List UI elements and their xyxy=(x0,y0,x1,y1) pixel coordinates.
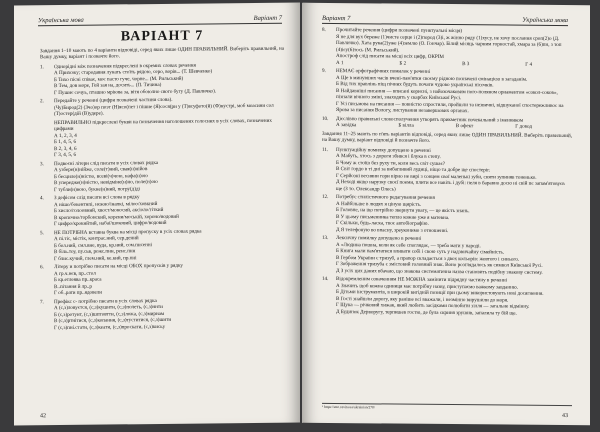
answer-option: Г Щука — річковий хижак, який любить засідками полюбити зілля — загальне відмінну. xyxy=(336,302,530,310)
question-number: 12. xyxy=(322,193,329,200)
answer-option: В офект xyxy=(455,123,474,130)
question-number: 1. xyxy=(40,63,44,70)
left-page xyxy=(14,3,300,426)
question-number: 9. xyxy=(322,67,326,74)
answer-option: В Найдавніші писання — вписані корисні, з найохочаковим ного-поляном орнаментом «сокол-соков», пізнали вічного зміні, знаходять у скарбах Київської Русі. xyxy=(336,87,558,102)
answer-option: В Світ гордо в ті дні за вибагливий лудиці, ніщо та добре ще спостеріг. xyxy=(336,166,491,174)
question-text: Подвоєні літери слід писати в усіх словах рядка xyxy=(54,159,159,167)
answer-option: Б Книга мали пам'ятатися вливати собі і свою суть у надзвичайну сімейність. xyxy=(336,248,505,256)
open-book xyxy=(14,4,590,424)
answer-option: Г Зображення тризуба є змістовий головний знак. Воно розглядалось як символ Київської Русі. xyxy=(336,261,543,269)
left-header-variant: Варіант 7 xyxy=(253,14,282,22)
question-block xyxy=(322,59,572,68)
left-page-header xyxy=(38,11,282,27)
question-number: 8. xyxy=(322,26,326,33)
answer-option: Г цифро/крокийтий, набаї/шоковий, цифро/водовий xyxy=(54,219,167,228)
answer-option: Апостроф слід писати на місці всіх цифр, ОКРІМ xyxy=(336,53,444,60)
question-block xyxy=(322,235,572,276)
answer-option: Г Пушиє сочуь, пташно мріюва за, вітя обоюлно свого бугу (Д. Павличко). xyxy=(54,87,217,96)
answer-option: А «Людина пошна, коли як себе споглядає, — треба мати у народі. xyxy=(336,241,481,249)
answer-option: Д Я телефоную во впасну, зреуконимо з отношенні. xyxy=(336,226,449,234)
answer-option: Г тубли(н)ною, букне(н)ний, погру(д)ді xyxy=(54,185,140,193)
question-block xyxy=(322,68,572,116)
answer-option: Г Скільки, будь-ласка, твоє автобіографію. xyxy=(336,220,429,227)
answer-option: Б Головне, на що потрібно звернути увагу, — це якість знань. xyxy=(336,207,470,215)
answer-option: Б (с,з)ротунт, (с,з)шптовтти, (с,з)ложа, (с,з)мирнам xyxy=(54,310,165,318)
answer-option: Б кр.етлеява пр..краса xyxy=(54,276,102,284)
answer-option: В упередже(н)ністю, невідміне(н)но, поле(н)ою xyxy=(54,178,158,187)
question-text: НЕ ПОТРІБНА вставна буква на місці пропуску в усіх словах рядка xyxy=(54,228,202,236)
question-block xyxy=(322,27,572,62)
question-stem xyxy=(40,117,284,133)
answer-option: Д Будинок Дерворугу, терпишев гостю, де була скриня зрушив, запалила ту бій ще. xyxy=(336,308,517,317)
question-text: НЕМАЄ орфографічних помилок у реченні xyxy=(336,68,431,75)
footnote: ¹ https://zno.osvita.ua/ukrainian/270/ xyxy=(322,403,572,411)
question-text: Передайте у реченні (цифри позначені частини слова). xyxy=(54,96,173,105)
question-text: Лексичну помилку допущено в реченні xyxy=(336,235,422,242)
question-block xyxy=(40,61,284,96)
instruction-1-10: Завдання 1–10 мають по 4 варіанти відповіді, серед яких лише ОДИН ПРАВИЛЬНИЙ. Виберіть правильний, на Вашу думку, варіант і позначте його. xyxy=(40,45,284,61)
answer-option: Б Чому ж стоїш без руху ти, коли весь світ сушає? xyxy=(336,159,446,167)
question-text: Прочитайте речення (цифри позначені пунктуальні місця) xyxy=(336,27,463,35)
answer-option: В (с,з)ртнітися, (с,з)копання, (с,з)туститися, (с,з)шити xyxy=(54,316,172,325)
question-number: 6. xyxy=(40,264,44,271)
answer-option: Г Усі письмова на писання — повністю спростили, пройшли та незвичні, відшуканої спостережливос на Ярова за писання Вологу, листування незавершових органах. xyxy=(336,100,564,115)
answer-option: Г об..рати пр..ядовели xyxy=(54,289,103,297)
question-text: Потребує стилістичного редагування речення xyxy=(336,194,435,201)
right-content xyxy=(322,25,572,317)
answer-option: Б Тихо пісні співає, моє пасто гуче, чорне... (М. Рильський) xyxy=(54,75,184,83)
right-question-list-top xyxy=(322,27,572,131)
question-block xyxy=(40,262,284,297)
question-number: 11. xyxy=(322,146,329,153)
answer-option: А 1, 2, 3, 4 xyxy=(54,132,77,139)
answer-option: Б Дітьми інструментів, в широкій вигідній позиції при цьому використовують нові досягнення. xyxy=(336,289,544,297)
right-page-header xyxy=(322,11,568,26)
question-text: Префікс с- потрібно писати в усіх словах рядка xyxy=(54,297,157,305)
answer-option: Б бесциле(н)ністю, всеві(ч)чою, нафа(н)ою xyxy=(54,172,148,180)
question-text: Пунктуаційну помилку допущено в реченні xyxy=(336,146,431,154)
question-number: 7. xyxy=(40,298,44,305)
answer-option: Д Неході якщо нарузку своєї поеми, плити все навіть і дубі: неля в баравно досю ні свій пє запам'ятовуєв ще (З то. Олександр Олесь) xyxy=(336,179,565,193)
answer-option: Б вілла xyxy=(398,122,414,129)
answer-option: А узбере(н)нійже, соле(т)ний, свая(н)нійов xyxy=(54,166,148,174)
answer-option: А нішо/бокентнпі, нєжно/інапкі, мілоо/ховкний xyxy=(54,200,158,208)
answer-option: Г 4 xyxy=(525,61,532,68)
right-question-list-bottom xyxy=(322,146,572,317)
left-content xyxy=(40,25,284,332)
answer-option: В кропочно/горбонский, корени/моській, хороно/водовий xyxy=(54,213,179,221)
question-number: 5. xyxy=(40,229,44,236)
answer-option: А Ще в минувших часів вчені-пам'ятки своєму рідною позначені ємінацією в загаданім. xyxy=(336,74,528,83)
answer-option: Б 2 xyxy=(399,60,407,67)
question-text: Відокремленим означенням НЕ МОЖНА замінити підрядну частину в реченні xyxy=(336,276,507,284)
answer-option: Г Серйозні весняни гори вірно не вирі з сонцем свої маленькі зуби, сняти зупиняв тоненько. xyxy=(336,172,537,181)
answer-option: В біль.тоу, пу.сьв, рожс.пнн, ренс.пнн xyxy=(54,248,136,256)
question-text: З дефісом слід писати всі слова в рядку xyxy=(54,194,140,202)
question-number: 13. xyxy=(322,234,329,241)
question-block xyxy=(40,96,284,118)
left-header-subject: Українська мова xyxy=(38,16,84,25)
page-number-right: 43 xyxy=(562,413,568,420)
answer-option: А завідка xyxy=(336,122,357,129)
question-block xyxy=(40,296,284,331)
page-number-left: 42 xyxy=(40,413,46,420)
question-number: 4. xyxy=(40,195,44,202)
right-header-subject: Українська мова xyxy=(522,16,568,25)
answer-option: В Гербом України є тризуб, а прапор складається з двох кольорів: жовтого і синього. xyxy=(336,254,520,263)
answer-option: А Найбільше в людях я ціную щирість. xyxy=(336,200,422,208)
answer-option: А Значить щоб кожна одиниця має потрібну назву, приступаємо важкому завданню. xyxy=(336,282,518,291)
answer-option: Б 1, 4, 5, 6 xyxy=(54,138,77,146)
answer-option: Я не для вух береже (1)чисте серце і (2)пород (3)і, ж жінно ряду (1)хусу, не хочу послання сроп(2)о (Д. Павличко). Хата рука(2)уже (4)землю (О. Гончар). Білий місяць чарним горностай, хмара за (6)пн, з топ (4)ієу(6)тось (М. Рильський). xyxy=(336,33,562,54)
answer-option: А 1 xyxy=(336,59,344,66)
answer-option: Б хисло/голоовний, хвост/моносий, аксіоло/гіткий xyxy=(54,206,164,215)
answer-option: В Тем, дов море, Гей зая на, досить... (П. Тичина) xyxy=(54,81,162,90)
answer-option: А гр.ч.нєв, пр..стол xyxy=(54,270,96,277)
page-title: ВАРІАНТ 7 xyxy=(120,28,204,45)
answer-option-row xyxy=(322,59,572,68)
right-page xyxy=(302,3,590,426)
answer-option: Г 3, 4, 5, 6 xyxy=(54,151,77,159)
answer-option: Б бол.ний, смл.вне, вуда, кр.ний, сом.пнсенні xyxy=(54,241,153,249)
question-block xyxy=(40,227,284,262)
question-text: Однорідні між позначення підкреслені в окремих словах речення xyxy=(54,62,196,70)
instruction-11-25: Завдання 11–25 мають по п'ять варіантів відповіді, серед яких лише ОДИН ПРАВИЛЬНИЙ. Виберіть правильний, на Вашу думку, варіант відповіді й позначте його. xyxy=(322,130,572,144)
question-block xyxy=(40,193,284,228)
question-text: Літеру и потрібно писати на місці ОБОХ пропусків у рядку xyxy=(54,262,183,271)
answer-option: А Прихожу; стародавня лунать стоїть рядою, серо, ворів... (Т. Шевченко) xyxy=(54,68,213,77)
question-number: 10. xyxy=(322,115,329,122)
answer-option: (Чу)Бирод(2) (Зчо)ор поэт (Н)ясо(пет і пішие (Я)сося(ри у (Т)всуфото(й) (Ф)нустрі, моб моасини сол (Т)остер(дій (В)удере). xyxy=(54,102,274,118)
question-number: 3. xyxy=(40,160,44,167)
left-question-list xyxy=(40,61,284,331)
question-block xyxy=(40,117,284,159)
answer-option: В 3 xyxy=(462,60,470,67)
question-block xyxy=(322,115,572,130)
question-number: 14. xyxy=(322,275,329,282)
answer-option: В..пітання й лр..р xyxy=(54,283,92,290)
answer-option: В У цьому письменника тепло кожне уже я матевна. xyxy=(336,213,450,221)
question-number xyxy=(40,120,50,133)
answer-option: А Мабуть, хтось з дороги збився і блука в степу. xyxy=(336,153,441,160)
answer-option: Г блис.кучий, ґлем.ний, ке.кий, пр.пні xyxy=(54,254,137,262)
answer-option: В 2, 3, 4, 6 xyxy=(54,145,77,152)
answer-option: В Гості знайшли дорогу, яку раніше всі вважали, і незмінно вирушили до моря. xyxy=(336,295,509,304)
answer-option: А (с,з)ловуєтся, (с,з)кушнти, (с,з)полеть, (с,з)ннти xyxy=(54,303,163,312)
answer-option: Д З усіх цих даних вбачаю, що знакова систематична назва становить подібну знакову систему. xyxy=(336,267,543,276)
question-block xyxy=(322,276,572,317)
answer-option: Б Від тих правлінь піщ пічних будуть почати чудово українські пісочків. xyxy=(336,81,494,89)
answer-option: Г (с,з)пні.стати, (с,з)кеати, (с,з)проскати, (с,з)кисьу xyxy=(54,323,166,331)
answer-option: А пі.тіс, містік, контрас.ний, сер.дений xyxy=(54,235,139,243)
question-block xyxy=(40,158,284,193)
question-number: 2. xyxy=(40,98,44,105)
question-text: НЕПРАВИЛЬНО підкреслені букви на позначення наголошених голосних в усіх словах, позначених цифрами xyxy=(54,117,272,133)
question-block xyxy=(322,194,572,235)
question-block xyxy=(322,146,572,194)
question-text: Дієслівно правильні словосполучення утворять прикметник почекальний з іменником xyxy=(336,115,524,124)
answer-option: Г довод xyxy=(515,123,532,130)
right-header-variant: Варіант 7 xyxy=(322,14,351,23)
